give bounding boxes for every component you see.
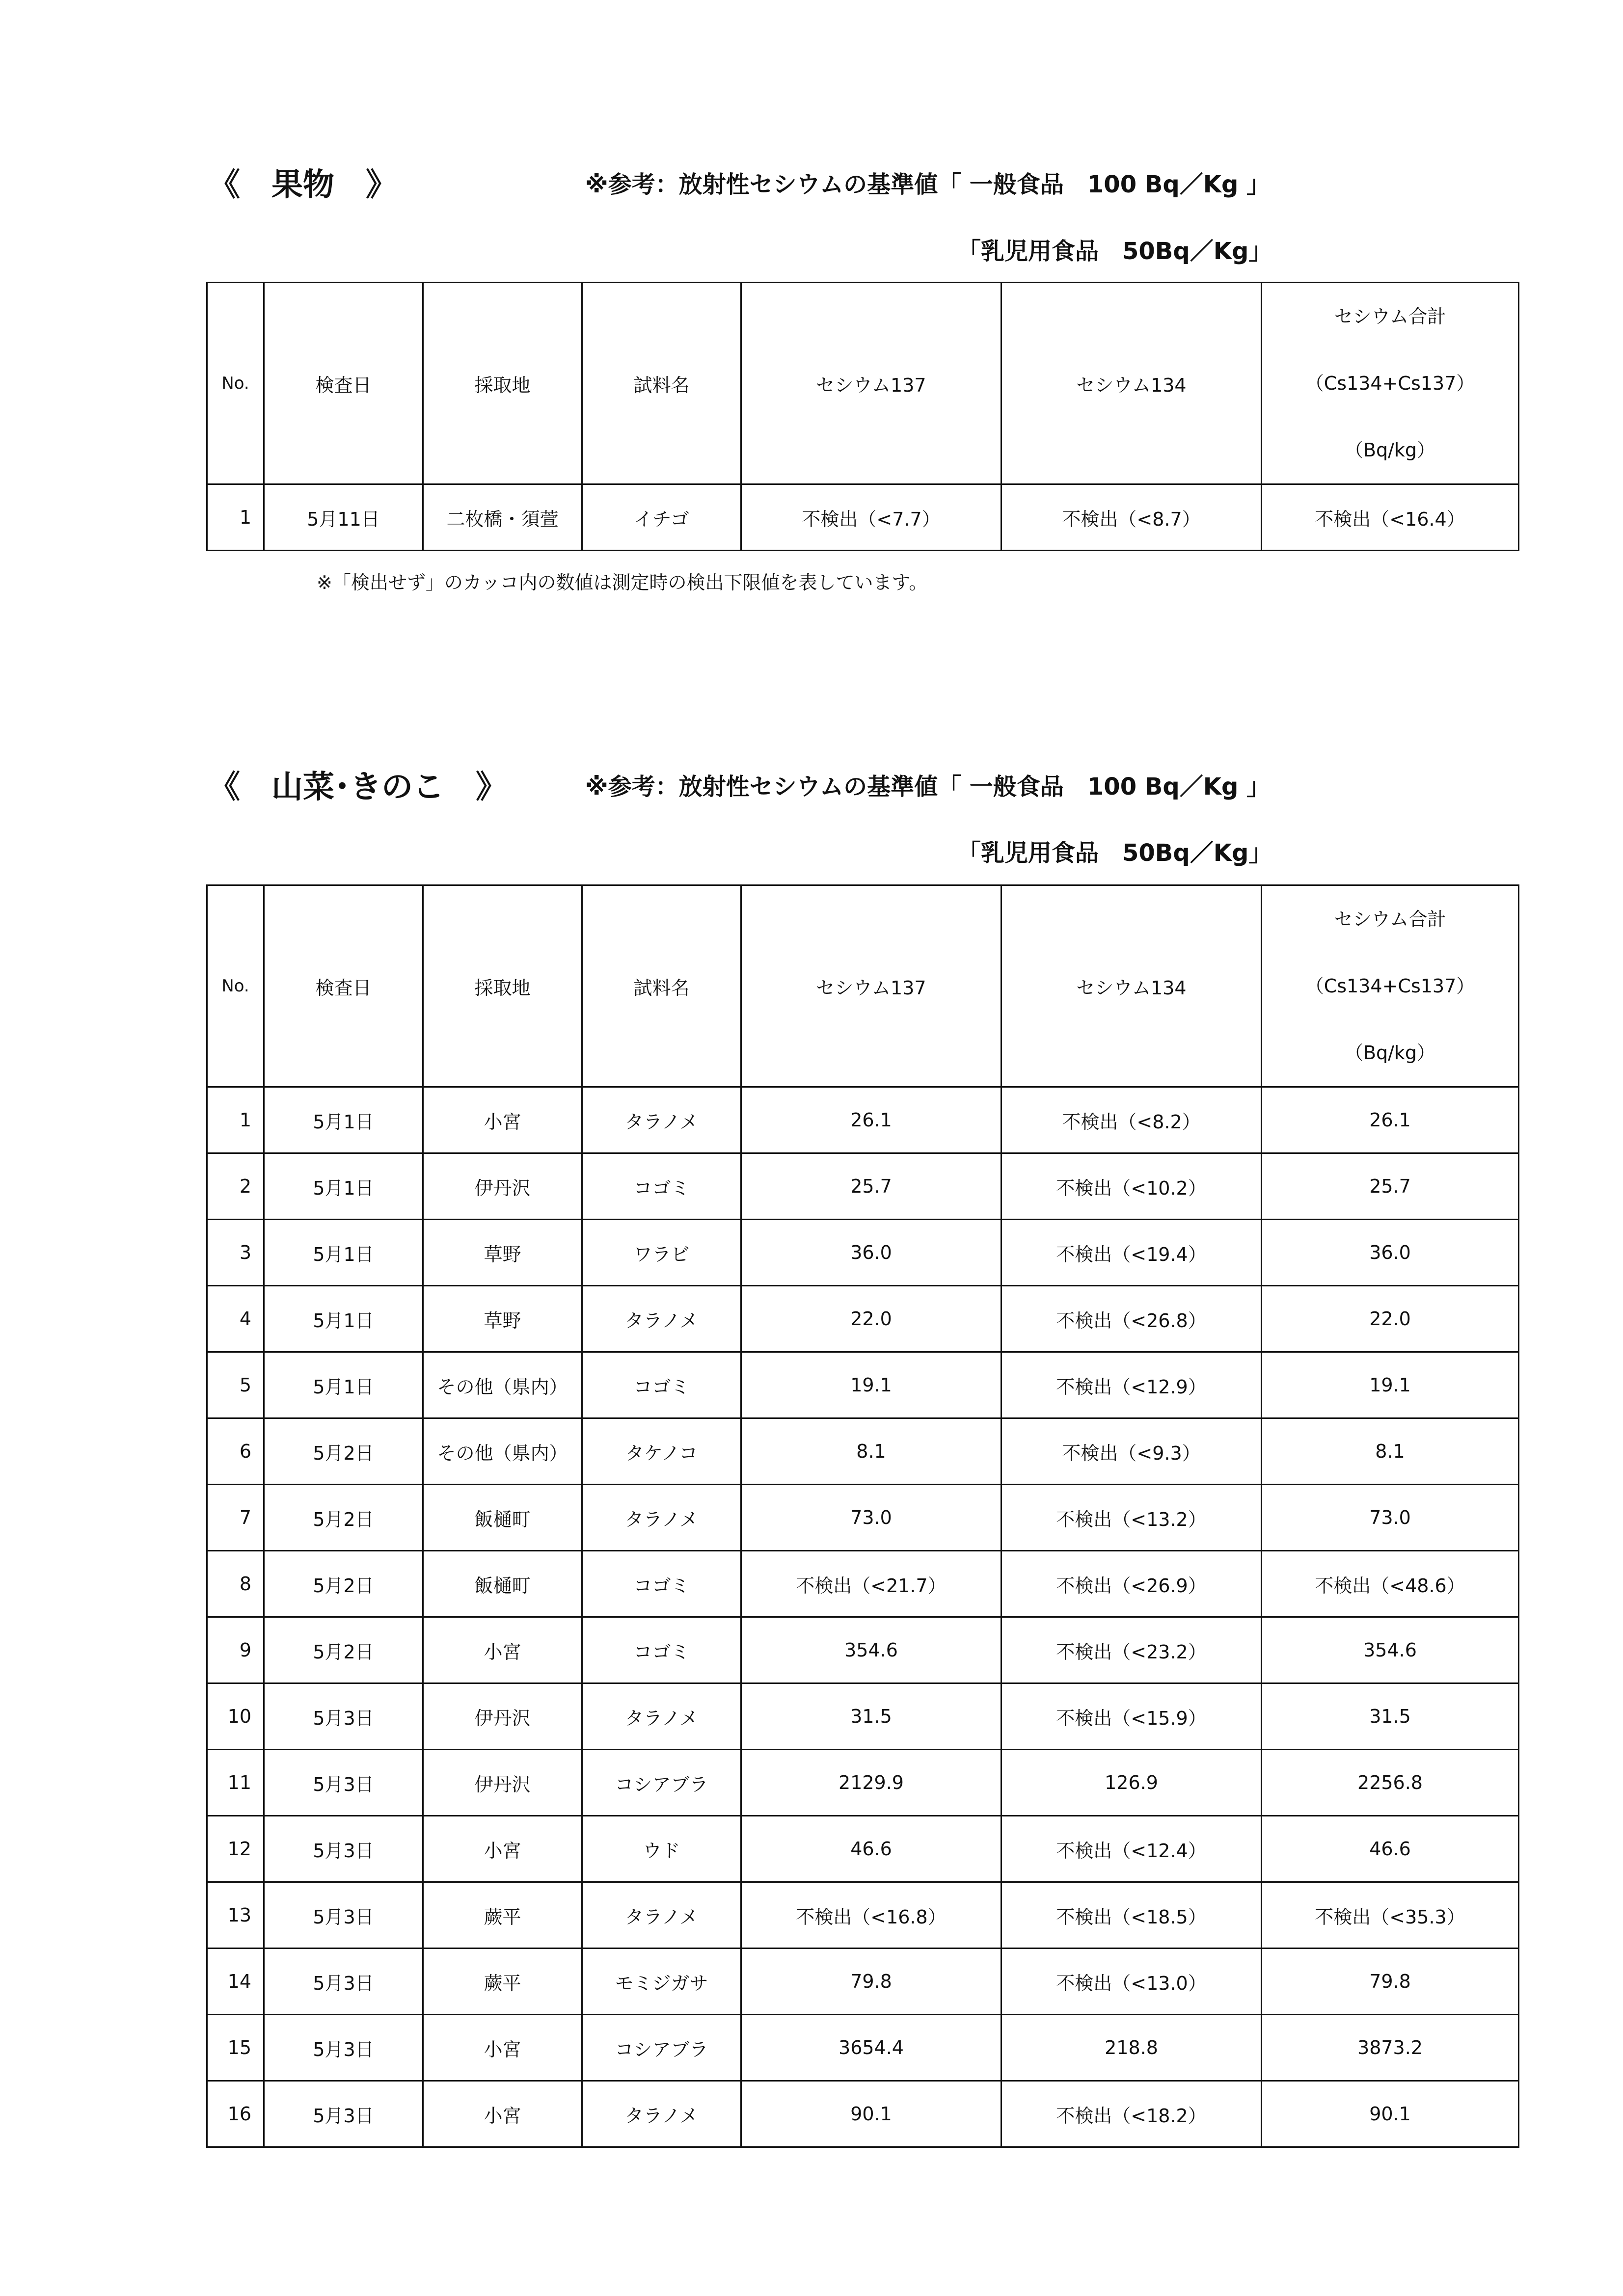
cell-total: 不検出（<48.6） (1262, 1551, 1519, 1617)
cell-location: 小宮 (423, 2081, 582, 2147)
cell-cs137: 79.8 (741, 1949, 1001, 2015)
cell-location: 飯樋町 (423, 1485, 582, 1551)
cell-location: 小宮 (423, 1617, 582, 1683)
cell-cs137: 不検出（<7.7） (741, 484, 1001, 551)
header-location: 採取地 (423, 283, 582, 484)
cell-location: 小宮 (423, 1087, 582, 1153)
reference-standard-infant: 「乳児用食品 50Bq／Kg」 (957, 238, 1272, 265)
header-sample: 試料名 (582, 885, 741, 1087)
cell-cs137: 2129.9 (741, 1750, 1001, 1816)
cell-total: 不検出（<16.4） (1262, 484, 1519, 551)
cell-no: 1 (207, 484, 264, 551)
cell-location: その他（県内） (423, 1352, 582, 1418)
table-header-row (207, 885, 1519, 1087)
cell-location: 蕨平 (423, 1949, 582, 2015)
cell-sample: タラノメ (582, 1485, 741, 1551)
cell-sample: コゴミ (582, 1352, 741, 1418)
header-date: 検査日 (264, 283, 423, 484)
header-cs137: セシウム137 (741, 885, 1001, 1087)
cell-no: 8 (207, 1551, 264, 1617)
cell-date: 5月3日 (264, 1882, 423, 1949)
cell-no: 16 (207, 2081, 264, 2147)
cell-cs137: 73.0 (741, 1485, 1001, 1551)
footnote: ※「検出せず」のカッコ内の数値は測定時の検出下限値を表しています。 (317, 572, 928, 593)
cell-location: 伊丹沢 (423, 1750, 582, 1816)
cell-cs134: 不検出（<8.2） (1001, 1087, 1262, 1153)
header-total-line3: （Bq/kg） (1344, 439, 1436, 461)
header-cs137: セシウム137 (741, 283, 1001, 484)
cell-no: 3 (207, 1220, 264, 1286)
cell-cs137: 36.0 (741, 1220, 1001, 1286)
cell-total: 90.1 (1262, 2081, 1519, 2147)
cell-date: 5月3日 (264, 1683, 423, 1750)
cell-sample: タラノメ (582, 1286, 741, 1352)
cell-location: その他（県内） (423, 1418, 582, 1485)
cell-date: 5月2日 (264, 1485, 423, 1551)
header-total-line1: セシウム合計 (1334, 908, 1446, 930)
cell-cs137: 26.1 (741, 1087, 1001, 1153)
table-row (207, 484, 1519, 551)
cell-location: 小宮 (423, 2015, 582, 2081)
table-row (207, 1949, 1519, 2015)
cell-date: 5月2日 (264, 1617, 423, 1683)
cell-cs137: 22.0 (741, 1286, 1001, 1352)
cell-total: 25.7 (1262, 1153, 1519, 1220)
cell-cs134: 不検出（<19.4） (1001, 1220, 1262, 1286)
cell-cs137: 31.5 (741, 1683, 1001, 1750)
cell-total: 3873.2 (1262, 2015, 1519, 2081)
cell-location: 草野 (423, 1286, 582, 1352)
cell-no: 12 (207, 1816, 264, 1882)
cell-date: 5月3日 (264, 1949, 423, 2015)
cell-sample: タラノメ (582, 2081, 741, 2147)
cell-date: 5月3日 (264, 2015, 423, 2081)
cell-sample: タラノメ (582, 1087, 741, 1153)
table-row (207, 1485, 1519, 1551)
cell-total: 46.6 (1262, 1816, 1519, 1882)
cell-no: 1 (207, 1087, 264, 1153)
table-row (207, 1087, 1519, 1153)
table-row (207, 1882, 1519, 1949)
cell-date: 5月1日 (264, 1087, 423, 1153)
header-total (1262, 283, 1519, 484)
cell-total: 8.1 (1262, 1418, 1519, 1485)
table-row (207, 1617, 1519, 1683)
table-row (207, 1551, 1519, 1617)
header-total-line2: （Cs134+Cs137） (1305, 373, 1475, 394)
cell-date: 5月1日 (264, 1153, 423, 1220)
table-row (207, 1220, 1519, 1286)
cell-sample: コゴミ (582, 1551, 741, 1617)
cell-cs137: 8.1 (741, 1418, 1001, 1485)
cell-cs137: 25.7 (741, 1153, 1001, 1220)
cell-total: 36.0 (1262, 1220, 1519, 1286)
cell-date: 5月2日 (264, 1418, 423, 1485)
cell-date: 5月1日 (264, 1220, 423, 1286)
cell-total: 79.8 (1262, 1949, 1519, 2015)
cell-date: 5月1日 (264, 1286, 423, 1352)
cell-cs134: 不検出（<13.2） (1001, 1485, 1262, 1551)
header-cs134: セシウム134 (1001, 283, 1262, 484)
cell-cs134: 不検出（<13.0） (1001, 1949, 1262, 2015)
cell-cs134: 不検出（<18.5） (1001, 1882, 1262, 1949)
header-date: 検査日 (264, 885, 423, 1087)
cell-cs134: 不検出（<12.4） (1001, 1816, 1262, 1882)
cell-no: 9 (207, 1617, 264, 1683)
cell-date: 5月3日 (264, 1816, 423, 1882)
cell-total: 2256.8 (1262, 1750, 1519, 1816)
cell-no: 11 (207, 1750, 264, 1816)
cell-no: 15 (207, 2015, 264, 2081)
header-total-line3: （Bq/kg） (1344, 1042, 1436, 1064)
cell-date: 5月3日 (264, 1750, 423, 1816)
reference-standard-infant: 「乳児用食品 50Bq／Kg」 (957, 839, 1272, 867)
cell-no: 13 (207, 1882, 264, 1949)
cell-cs134: 126.9 (1001, 1750, 1262, 1816)
cell-cs134: 不検出（<9.3） (1001, 1418, 1262, 1485)
table-header-row (207, 283, 1519, 484)
cell-cs137: 90.1 (741, 2081, 1001, 2147)
cell-sample: ワラビ (582, 1220, 741, 1286)
cell-date: 5月2日 (264, 1551, 423, 1617)
cell-sample: イチゴ (582, 484, 741, 551)
cell-no: 7 (207, 1485, 264, 1551)
cell-cs137: 354.6 (741, 1617, 1001, 1683)
table-row (207, 1352, 1519, 1418)
cell-cs134: 不検出（<26.8） (1001, 1286, 1262, 1352)
cell-cs137: 19.1 (741, 1352, 1001, 1418)
header-total-line2: （Cs134+Cs137） (1305, 975, 1475, 997)
cell-cs134: 不検出（<8.7） (1001, 484, 1262, 551)
cell-cs134: 不検出（<18.2） (1001, 2081, 1262, 2147)
cell-location: 二枚橋・須萱 (423, 484, 582, 551)
cell-location: 小宮 (423, 1816, 582, 1882)
cell-cs137: 46.6 (741, 1816, 1001, 1882)
cell-cs134: 不検出（<12.9） (1001, 1352, 1262, 1418)
cell-date: 5月1日 (264, 1352, 423, 1418)
cell-sample: モミジガサ (582, 1949, 741, 2015)
table-row (207, 1418, 1519, 1485)
cell-location: 草野 (423, 1220, 582, 1286)
cell-location: 飯樋町 (423, 1551, 582, 1617)
header-total (1262, 885, 1519, 1087)
cell-sample: コシアブラ (582, 1750, 741, 1816)
cell-total: 19.1 (1262, 1352, 1519, 1418)
cell-location: 伊丹沢 (423, 1153, 582, 1220)
table-row (207, 1153, 1519, 1220)
cell-date: 5月3日 (264, 2081, 423, 2147)
cell-cs137: 不検出（<21.7） (741, 1551, 1001, 1617)
cell-no: 4 (207, 1286, 264, 1352)
cell-cs134: 不検出（<15.9） (1001, 1683, 1262, 1750)
cell-total: 354.6 (1262, 1617, 1519, 1683)
cell-date: 5月11日 (264, 484, 423, 551)
header-total-line1: セシウム合計 (1334, 306, 1446, 327)
section-title: 《 山菜･きのこ 》 (209, 769, 507, 805)
cell-total: 26.1 (1262, 1087, 1519, 1153)
cell-total: 31.5 (1262, 1683, 1519, 1750)
cell-no: 5 (207, 1352, 264, 1418)
cell-no: 6 (207, 1418, 264, 1485)
cell-sample: コゴミ (582, 1153, 741, 1220)
table-row (207, 1683, 1519, 1750)
header-sample: 試料名 (582, 283, 741, 484)
table-row (207, 1816, 1519, 1882)
cell-cs134: 不検出（<10.2） (1001, 1153, 1262, 1220)
table-row (207, 1286, 1519, 1352)
reference-standard-general: ※参考：放射性セシウムの基準値「 一般食品 100 Bq／Kg 」 (585, 773, 1271, 801)
results-table (206, 884, 1519, 2148)
cell-no: 14 (207, 1949, 264, 2015)
cell-cs134: 不検出（<23.2） (1001, 1617, 1262, 1683)
table-row (207, 2015, 1519, 2081)
cell-cs134: 218.8 (1001, 2015, 1262, 2081)
cell-total: 22.0 (1262, 1286, 1519, 1352)
cell-cs134: 不検出（<26.9） (1001, 1551, 1262, 1617)
cell-sample: タラノメ (582, 1882, 741, 1949)
table-row (207, 1750, 1519, 1816)
reference-standard-general: ※参考：放射性セシウムの基準値「 一般食品 100 Bq／Kg 」 (585, 171, 1271, 198)
cell-sample: コゴミ (582, 1617, 741, 1683)
cell-sample: コシアブラ (582, 2015, 741, 2081)
cell-total: 73.0 (1262, 1485, 1519, 1551)
cell-location: 伊丹沢 (423, 1683, 582, 1750)
results-table (206, 282, 1519, 551)
cell-location: 蕨平 (423, 1882, 582, 1949)
cell-total: 不検出（<35.3） (1262, 1882, 1519, 1949)
cell-no: 2 (207, 1153, 264, 1220)
cell-sample: タケノコ (582, 1418, 741, 1485)
header-no: No. (207, 885, 264, 1087)
section-title: 《 果物 》 (209, 167, 397, 203)
table-row (207, 2081, 1519, 2147)
header-no: No. (207, 283, 264, 484)
header-cs134: セシウム134 (1001, 885, 1262, 1087)
cell-sample: ウド (582, 1816, 741, 1882)
header-location: 採取地 (423, 885, 582, 1087)
cell-sample: タラノメ (582, 1683, 741, 1750)
cell-no: 10 (207, 1683, 264, 1750)
cell-cs137: 3654.4 (741, 2015, 1001, 2081)
cell-cs137: 不検出（<16.8） (741, 1882, 1001, 1949)
